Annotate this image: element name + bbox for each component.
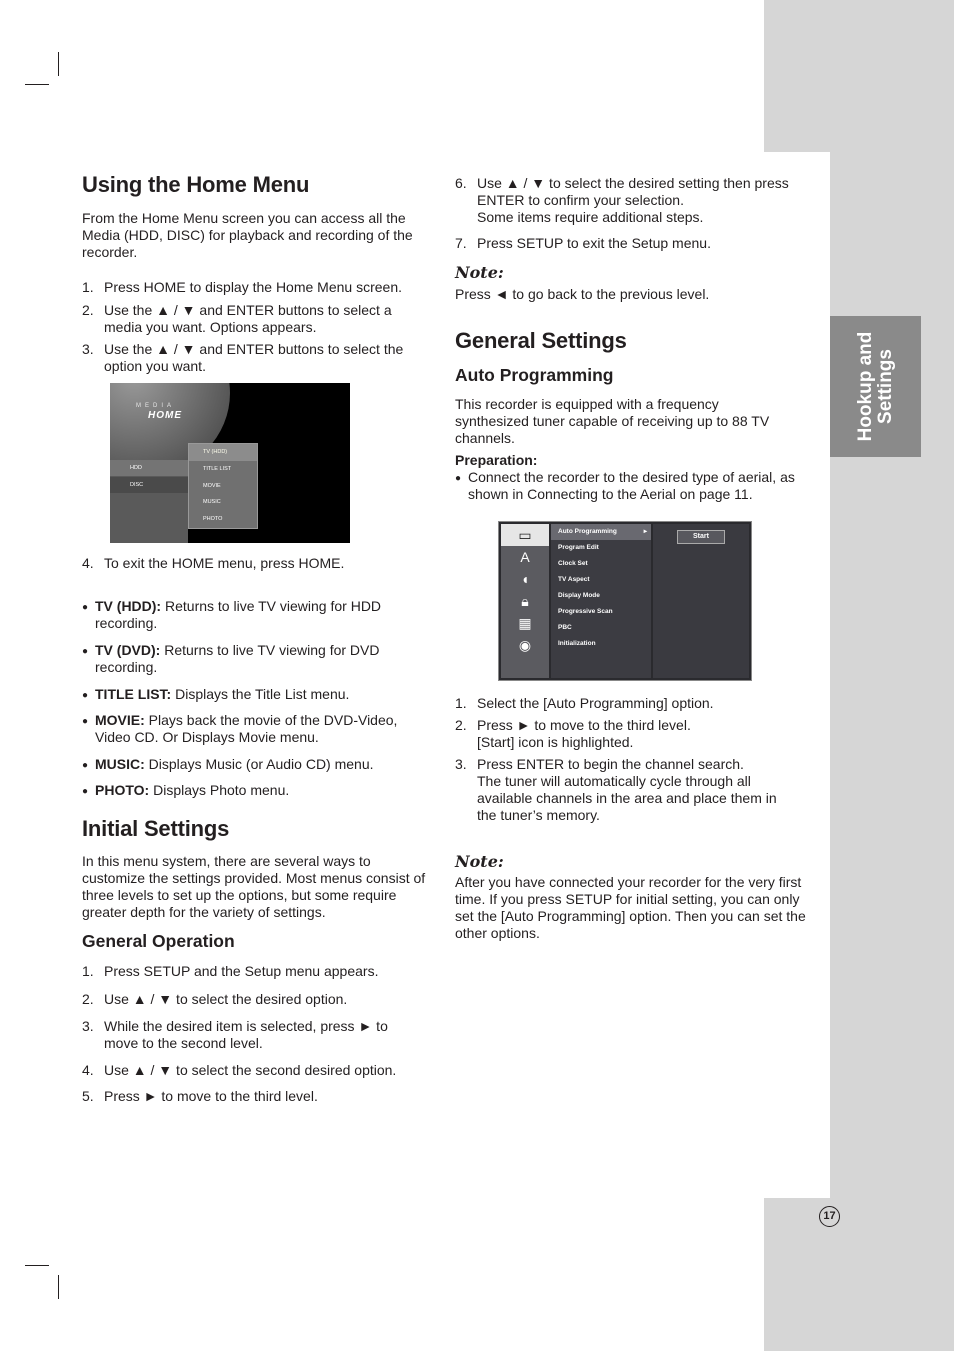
step-number: 3. bbox=[82, 341, 94, 357]
section-tab bbox=[830, 316, 921, 457]
setup-menu-list bbox=[551, 524, 651, 678]
step-text: To exit the HOME menu, press HOME. bbox=[104, 555, 345, 571]
third-level-panel bbox=[653, 524, 749, 678]
bullet-item: MUSIC: Displays Music (or Audio CD) menu. bbox=[95, 756, 374, 772]
step-number: 4. bbox=[82, 555, 94, 571]
step-text: Use ▲ / ▼ to select the second desired option. bbox=[104, 1062, 397, 1078]
bullet-item: TV (HDD): Returns to live TV viewing for HDD recording. bbox=[95, 598, 382, 631]
step-text: Press ► to move to the third level. [Start] icon is highlighted. bbox=[477, 717, 691, 750]
step-number: 6. bbox=[455, 175, 467, 191]
setup-menu-item: PBC bbox=[558, 624, 572, 631]
step-number: 1. bbox=[82, 963, 94, 979]
crop-mark bbox=[25, 1265, 49, 1266]
home-submenu bbox=[188, 443, 258, 529]
disc-icon: ◉ bbox=[518, 637, 532, 653]
section-title: General Settings bbox=[455, 328, 627, 353]
lock-icon: 🔒︎ bbox=[521, 593, 529, 609]
submenu-item: PHOTO bbox=[203, 516, 223, 523]
bullet-item: Connect the recorder to the desired type of aerial, as shown in Connecting to the Aerial on page 11. bbox=[468, 469, 795, 502]
step-text: Press SETUP to exit the Setup menu. bbox=[477, 235, 711, 251]
step-number: 2. bbox=[82, 302, 94, 318]
step-text: Press ► to move to the third level. bbox=[104, 1088, 318, 1104]
step-text: Use ▲ / ▼ to select the desired setting then press ENTER to confirm your selection. Some items require additional steps. bbox=[477, 175, 789, 225]
arrow-right-icon: ▸ bbox=[643, 528, 647, 535]
tv-icon: ▭ bbox=[501, 524, 549, 546]
home-label: HOME bbox=[148, 410, 182, 421]
side-panel bbox=[830, 152, 954, 1198]
page-number: 17 bbox=[819, 1206, 840, 1227]
section-tab-label: Hookup and Settings bbox=[854, 331, 896, 442]
bullet-item: TITLE LIST: Displays the Title List menu. bbox=[95, 686, 350, 702]
subsection-title: General Operation bbox=[82, 931, 235, 951]
section-title: Using the Home Menu bbox=[82, 172, 310, 197]
side-panel bbox=[764, 1198, 954, 1351]
step-number: 3. bbox=[455, 756, 467, 772]
step-number: 7. bbox=[455, 235, 467, 251]
paragraph: This recorder is equipped with a frequency synthesized tuner capable of receiving up to 88 TV channels. bbox=[455, 396, 770, 446]
submenu-item: MOVIE bbox=[203, 482, 221, 489]
step-text: Select the [Auto Programming] option. bbox=[477, 695, 714, 711]
note-label: Note: bbox=[455, 852, 504, 871]
step-number: 5. bbox=[82, 1088, 94, 1104]
setup-menu-item: Program Edit bbox=[558, 544, 599, 551]
home-menu-screenshot bbox=[110, 383, 350, 543]
setup-menu-screenshot bbox=[498, 521, 752, 681]
crop-mark bbox=[58, 1275, 59, 1299]
bullet-item: TV (DVD): Returns to live TV viewing for DVD recording. bbox=[95, 642, 380, 675]
start-button: Start bbox=[677, 530, 725, 544]
language-icon: A bbox=[520, 549, 530, 565]
setup-menu-item: TV Aspect bbox=[558, 576, 590, 583]
bullet-icon: ● bbox=[82, 760, 89, 771]
step-text: While the desired item is selected, press ► to move to the second level. bbox=[104, 1018, 388, 1051]
setup-menu-item: Display Mode bbox=[558, 592, 600, 599]
bullet-item: PHOTO: Displays Photo menu. bbox=[95, 782, 290, 798]
bullet-item: MOVIE: Plays back the movie of the DVD-Video, Video CD. Or Displays Movie menu. bbox=[95, 712, 398, 745]
step-text: Use ▲ / ▼ to select the desired option. bbox=[104, 991, 348, 1007]
step-number: 2. bbox=[455, 717, 467, 733]
note-text: After you have connected your recorder for the very first time. If you press SETUP for initial setting, you can only set the [Auto Programming] option. Then you can set the other options. bbox=[455, 874, 806, 941]
media-item-disc: DISC bbox=[110, 477, 188, 493]
step-text: Press HOME to display the Home Menu screen. bbox=[104, 279, 403, 295]
crop-mark bbox=[58, 52, 59, 76]
step-text: Use the ▲ / ▼ and ENTER buttons to select the option you want. bbox=[104, 341, 404, 374]
section-title: Initial Settings bbox=[82, 816, 230, 841]
bullet-icon: ● bbox=[82, 716, 89, 727]
setup-menu-item: Progressive Scan bbox=[558, 608, 613, 615]
crop-mark bbox=[25, 84, 49, 85]
submenu-item: MUSIC bbox=[203, 499, 221, 506]
film-icon: ▦ bbox=[518, 615, 532, 631]
media-label: MEDIA bbox=[136, 403, 176, 409]
setup-menu-item: Initialization bbox=[558, 640, 596, 647]
step-text: Use the ▲ / ▼ and ENTER buttons to select a media you want. Options appears. bbox=[104, 302, 392, 335]
step-number: 3. bbox=[82, 1018, 94, 1034]
media-item-hdd: HDD bbox=[110, 460, 188, 476]
bullet-icon: ● bbox=[82, 690, 89, 701]
step-text: Press ENTER to begin the channel search. The tuner will automatically cycle through all available channels in the area and place them in the tuner’s memory. bbox=[477, 756, 777, 823]
setup-menu-item: Clock Set bbox=[558, 560, 588, 567]
step-number: 4. bbox=[82, 1062, 94, 1078]
bullet-icon: ● bbox=[455, 473, 462, 484]
paragraph: From the Home Menu screen you can access all the Media (HDD, DISC) for playback and recording of the recorder. bbox=[82, 210, 413, 260]
side-panel bbox=[764, 0, 954, 152]
step-text: Press SETUP and the Setup menu appears. bbox=[104, 963, 379, 979]
bullet-icon: ● bbox=[82, 646, 89, 657]
step-number: 2. bbox=[82, 991, 94, 1007]
submenu-item: TITLE LIST bbox=[203, 465, 232, 472]
audio-icon: ◖ bbox=[520, 571, 530, 587]
setup-icon-column bbox=[501, 524, 549, 678]
step-number: 1. bbox=[455, 695, 467, 711]
subsection-title: Auto Programming bbox=[455, 365, 614, 385]
preparation-label: Preparation: bbox=[455, 452, 538, 468]
bullet-icon: ● bbox=[82, 786, 89, 797]
paragraph: In this menu system, there are several ways to customize the settings provided. Most menus consist of three levels to set up the options, but some require greater depth for the variety of settings. bbox=[82, 853, 426, 920]
step-number: 1. bbox=[82, 279, 94, 295]
setup-menu-item: Auto Programming ▸ bbox=[551, 524, 651, 540]
note-text: Press ◄ to go back to the previous level. bbox=[455, 286, 710, 302]
submenu-item: TV (HDD) bbox=[189, 444, 257, 461]
bullet-icon: ● bbox=[82, 602, 89, 613]
note-label: Note: bbox=[455, 263, 504, 282]
